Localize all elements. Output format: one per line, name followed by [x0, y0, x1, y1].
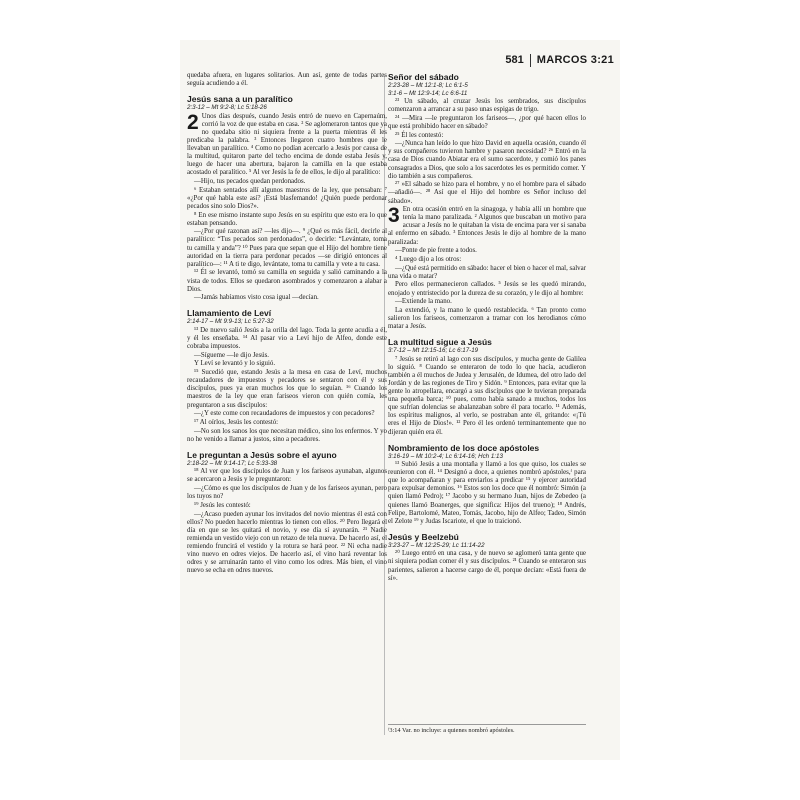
- paragraph: ¹³ De nuevo salió Jesús a la orilla del lago. Toda la gente acudía a él, y él les enseñaba. ¹⁴ Al pasar vio a Leví hijo de Alfeo, donde este cobraba impuestos.: [187, 326, 387, 351]
- verse-text: En otra ocasión entró en la sinagoga, y había allí un hombre que tenía la mano paralizada. ² Algunos que buscaban un motivo para acusar a Jesús no le quitaban la vista de encima para ver si sanaba al enfermo en sábado. ³ Entonces Jesús le dijo al hombre de la mano paralizada:: [388, 206, 586, 246]
- paragraph: ⁴ Luego dijo a los otros:: [395, 255, 462, 263]
- cross-reference: 2:18-22 – Mt 9:14-17; Lc 5:33-38: [187, 459, 278, 467]
- section-heading: Nombramiento de los doce apóstoles: [388, 442, 540, 453]
- chapter-number: 3: [388, 204, 400, 228]
- right-column: [388, 72, 586, 583]
- paragraph: ²⁵ Él les contestó:: [395, 131, 444, 139]
- section-heading: Le preguntan a Jesús sobre el ayuno: [187, 449, 337, 460]
- paragraph: —¿Y este come con recaudadores de impuestos y con pecadores?: [194, 410, 375, 418]
- cross-reference: 3:23-27 – Mt 12:25-29; Lc 11:14-22: [388, 541, 485, 549]
- paragraph: —¿Qué está permitido en sábado: hacer el bien o hacer el mal, salvar una vida o matar?: [388, 264, 586, 280]
- paragraph: ²⁰ Luego entró en una casa, y de nuevo se aglomeró tanta gente que ni siquiera podían comer él y sus discípulos. ²¹ Cuando se enteraron sus parientes, salieron a hacerse cargo de él, porque decían: «Está fuera de sí».: [388, 550, 586, 582]
- section-heading: Jesús y Beelzebú: [388, 531, 459, 542]
- cross-reference: 2:23-28 – Mt 12:1-8; Lc 6:1-5 3:1-6 – Mt 12:9-14; Lc 6:6-11: [388, 82, 468, 97]
- running-head: MARCOS 3:21: [536, 54, 614, 66]
- left-column: [187, 72, 387, 576]
- paragraph: —¿Por qué razonan así? —les dijo—. ⁹ ¿Qué es más fácil, decirle al paralítico: “Tus pecados son perdonados”, o decirle: “Levántate, toma tu camilla y anda”? ¹⁰ Pues para que sepan que el Hijo del hombre tiene autoridad en la tierra para perdonar pecados —se dirigió entonces al paralítico—: ¹¹ A ti te digo, levántate, toma tu camilla y vete a tu casa.: [187, 228, 387, 268]
- header-divider: [530, 54, 531, 67]
- paragraph: Pero ellos permanecieron callados. ⁵ Jesús se les quedó mirando, enojado y entristecido por la dureza de su corazón, y le dijo al hombre:: [388, 281, 586, 297]
- paragraph: ¹⁷ Al oírlos, Jesús les contestó:: [194, 418, 279, 426]
- chapter-number: 2: [187, 110, 199, 134]
- paragraph: ¹² Él se levantó, tomó su camilla en seguida y salió caminando a la vista de todos. Ellos se quedaron asombrados y comenzaron a alabar a Dios.: [187, 269, 387, 293]
- paragraph: [187, 110, 387, 178]
- paragraph: ¹⁵ Sucedió que, estando Jesús a la mesa en casa de Leví, muchos recaudadores de impuestos y pecadores se sentaron con él y sus discípulos, pues ya eran muchos los que lo seguían. ¹⁶ Cuando los maestros de la ley que eran fariseos vieron con quién comía, les preguntaron a sus discípulos:: [187, 369, 387, 409]
- paragraph: —Jamás habíamos visto cosa igual —decían.: [194, 294, 319, 302]
- paragraph: quedaba afuera, en lugares solitarios. Aun así, gente de todas partes seguía acudiendo a él.: [187, 72, 387, 88]
- cross-reference: 3:16-19 – Mt 10:2-4; Lc 6:14-16; Hch 1:13: [388, 452, 503, 460]
- section-heading: Jesús sana a un paralítico: [187, 94, 293, 105]
- cross-reference: 2:3-12 – Mt 9:2-8; Lc 5:18-26: [187, 104, 267, 112]
- paragraph: —No son los sanos los que necesitan médico, sino los enfermos. Y yo no he venido a llamar a justos, sino a pecadores.: [187, 427, 387, 443]
- page-number: 581: [505, 54, 524, 66]
- paragraph: —Sígueme —le dijo Jesús.: [194, 351, 270, 359]
- paragraph: ⁷ Jesús se retiró al lago con sus discípulos, y mucha gente de Galilea lo siguió. ⁸ Cuando se enteraron de todo lo que hacía, acudieron también a él muchos de Judea y Jerusalén, de Idumea, del otro lado del Jordán y de las regiones de Tiro y Sidón. ⁹ Entonces, para evitar que la gente lo atropellara, encargó a sus discípulos que le tuvieran preparada una pequeña barca; ¹⁰ pues, como había sanado a muchos, todos los que sufrían dolencias se abalanzaban sobre él para tocarlo. ¹¹ Además, los espíritus malignos, al verlo, se postraban ante él, gritando: «¡Tú eres el Hijo de Dios!». ¹² Pero él les ordenó terminantemente que no dijeran quién era él.: [388, 355, 586, 436]
- paragraph: —¿Cómo es que los discípulos de Juan y de los fariseos ayunan, pero los tuyos no?: [187, 485, 387, 501]
- paragraph: ⁶ Estaban sentados allí algunos maestros de la ley, que pensaban: ⁷ «¿Por qué habla este así? ¡Está blasfemando! ¿Quién puede perdonar pecados sino solo Dios?».: [187, 186, 387, 210]
- paragraph: —¿Acaso pueden ayunar los invitados del novio mientras él está con ellos? No pueden hacerlo mientras lo tienen con ellos. ²⁰ Pero llegará el día en que se les quitará el novio, y ese día sí ayunarán. ²¹ Nadie remienda un vestido viejo con un retazo de tela nueva. De hacerlo así, el remiendo fruncirá el vestido y la rotura se hará peor. ²² Ni echa nadie vino nuevo en odres viejos. De hacerlo así, el vino hará reventar los odres y se arruinarán tanto el vino como los odres. Más bien, el vino nuevo se echa en odres nuevos.: [187, 510, 387, 575]
- paragraph: —Ponte de pie frente a todos.: [395, 247, 477, 255]
- paragraph: ¹⁸ Al ver que los discípulos de Juan y los fariseos ayunaban, algunos se acercaron a Jesús y le preguntaron:: [187, 468, 387, 484]
- section-heading: Llamamiento de Leví: [187, 308, 272, 319]
- paragraph: ⁸ En ese mismo instante supo Jesús en su espíritu que esto era lo que estaban pensando.: [187, 211, 387, 227]
- footnote: ᶠ3:14 Var. no incluye: a quienes nombró apóstoles.: [388, 724, 586, 735]
- page-header: [382, 50, 614, 70]
- cross-reference: 2:14-17 – Mt 9:9-13; Lc 5:27-32: [187, 318, 274, 326]
- verse-text: Unos días después, cuando Jesús entró de nuevo en Capernaúm, corrió la voz de que estaba en casa. ² Se aglomeraron tantos que ya no quedaba sitio ni siquiera frente a la puerta mientras él les predicaba la palabra. ³ Entonces llegaron cuatro hombres que le llevaban un paralítico. ⁴ Como no podían acercarlo a Jesús por causa de la multitud, quitaron parte del techo encima de donde estaba Jesús y, luego de hacer una abertura, bajaron la camilla en la que estaba acostado el paralítico. ⁵ Al ver Jesús la fe de ellos, le dijo al paralítico:: [187, 112, 387, 177]
- section-heading: La multitud sigue a Jesús: [388, 337, 492, 348]
- paragraph: —Extiende la mano.: [395, 298, 452, 306]
- paragraph: ²³ Un sábado, al cruzar Jesús los sembrados, sus discípulos comenzaron a arrancar a su paso unas espigas de trigo.: [388, 98, 586, 114]
- paragraph: —Hijo, tus pecados quedan perdonados.: [194, 178, 306, 186]
- section-heading: Señor del sábado: [388, 72, 459, 82]
- paragraph: ²⁴ —Mira —le preguntaron los fariseos—, ¿por qué hacen ellos lo que está prohibido hacer en sábado?: [388, 114, 586, 130]
- paragraph: La extendió, y la mano le quedó restablecida. ⁶ Tan pronto como salieron los fariseos, comenzaron a tramar con los herodianos cómo matar a Jesús.: [388, 306, 586, 331]
- paragraph: ¹³ Subió Jesús a una montaña y llamó a los que quiso, los cuales se reunieron con él. ¹⁴ Designó a doce, a quienes nombró apóstoles,ᶠ para que lo acompañaran y para enviarlos a predicar ¹⁵ y ejercer autoridad para expulsar demonios. ¹⁶ Estos son los doce que él nombró: Simón (a quien llamó Pedro); ¹⁷ Jacobo y su hermano Juan, hijos de Zebedeo (a quienes llamó Boanerges, que significa: Hijos del trueno); ¹⁸ Andrés, Felipe, Bartolomé, Mateo, Tomás, Jacobo, hijo de Alfeo; Tadeo, Simón el Zelote ¹⁹ y Judas Iscariote, el que lo traicionó.: [388, 461, 586, 525]
- cross-reference: 3:7-12 – Mt 12:15-16; Lc 6:17-19: [388, 347, 479, 355]
- paragraph: —¿Nunca han leído lo que hizo David en aquella ocasión, cuando él y sus compañeros tuvieron hambre y pasaron necesidad? ²⁶ Entró en la casa de Dios cuando Abiatar era el sumo sacerdote, y comió los panes consagrados a Dios, que solo a los sacerdotes les es permitido comer. Y dio también a sus compañeros.: [388, 140, 586, 180]
- paragraph: [388, 206, 586, 246]
- paragraph: ²⁷ »El sábado se hizo para el hombre, y no el hombre para el sábado —añadió—. ²⁸ Así que el Hijo del hombre es Señor incluso del sábado».: [388, 181, 586, 205]
- paragraph: ¹⁹ Jesús les contestó:: [194, 501, 251, 509]
- paragraph: Y Leví se levantó y lo siguió.: [194, 360, 276, 368]
